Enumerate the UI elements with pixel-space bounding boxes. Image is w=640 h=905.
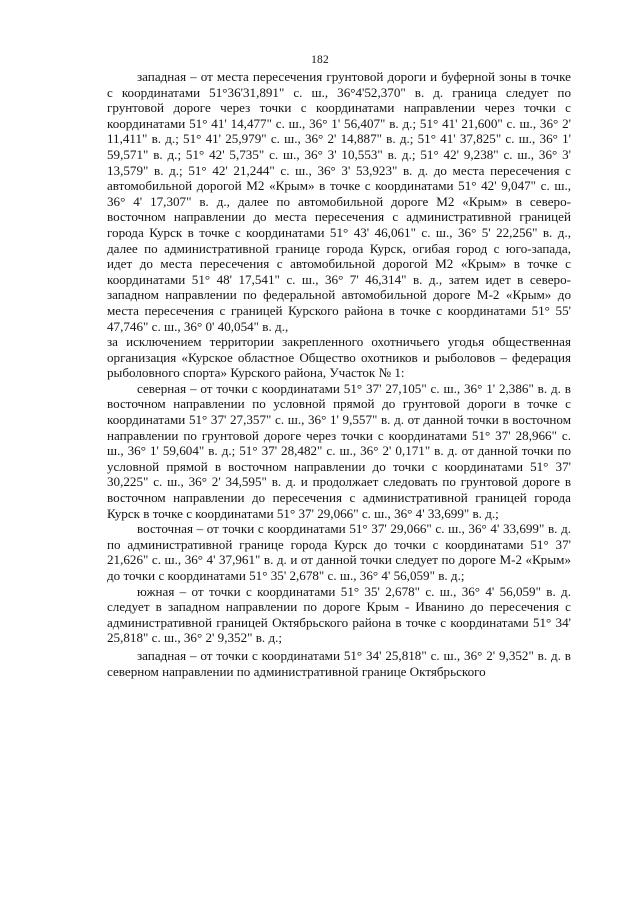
paragraph-southern-border: южная – от точки с координатами 51° 35' 2,678" с. ш., 36° 4' 56,059" в. д. следует в западном направлении по дороге Крым - Иванино до пересечения с административной границей Октябрьского района в точке с координатами 51° 34' 25,818" с. ш., 36° 2' 9,352" в. д.; [107, 583, 571, 646]
document-body [107, 69, 571, 679]
paragraph-western-border: западная – от места пересечения грунтовой дороги и буферной зоны в точке с координатами 51°36'31,891" с. ш., 36°4'52,370" в. д. граница следует по грунтовой дороге через точки с координатами направлении через точки с координатами 51° 41' 14,477" с. ш., 36° 1' 56,407" в. д.; 51° 41' 21,600" с. ш., 36° 2' 11,411" в. д.; 51° 41' 25,979" с. ш., 36° 2' 14,887" в. д.; 51° 41' 37,825" с. ш., 36° 1' 59,571" в. д.; 51° 42' 5,735" с. ш., 36° 3' 10,553" в. д.; 51° 42' 9,238" с. ш., 36° 3' 13,579" в. д.; 51° 42' 21,244" с. ш., 36° 3' 53,923" в. д. до места пересечения с автомобильной дорогой М2 «Крым» в точке с координатами 51° 42' 9,047" с. ш., 36° 4' 17,307" в. д., далее по автомобильной дороге М2 «Крым» в северо-восточном направлении до места пересечения с административной границей города Курск в точке с координатами 51° 43' 46,061" с. ш., 36° 5' 22,256" в. д., далее по административной границе города Курск, огибая город с юго-запада, идет до места пересечения с автомобильной дорогой М2 «Крым» в точке с координатами 51° 48' 17,541" с. ш., 36° 7' 46,314" в. д., затем идет в северо-западном направлении по федеральной автомобильной дороге М-2 «Крым» до места пересечения с границей Курского района в точке с координатами 51° 55' 47,746" с. ш., 36° 0' 40,054" в. д., [107, 69, 571, 334]
page-number: 182 [311, 54, 329, 66]
paragraph-exclusion-clause: за исключением территории закрепленного охотничьего угодья общественная организация «Курское областное Общество охотников и рыболовов – федерация рыболовного спорта» Курского района, Участок № 1: [107, 334, 571, 381]
paragraph-northern-border: северная – от точки с координатами 51° 37' 27,105" с. ш., 36° 1' 2,386" в. д. в восточном направлении по условной прямой до грунтовой дороги в точке с координатами 51° 37' 27,357" с. ш., 36° 1' 9,557" в. д. от данной точки в восточном направлении по грунтовой дороге через точки с координатами 51° 37' 28,966" с. ш., 36° 1' 59,604" в. д.; 51° 37' 28,482" с. ш., 36° 2' 0,171" в. д. от данной точки по условной прямой в восточном направлении до точки с координатами 51° 37' 30,225" с. ш., 36° 2' 34,595" в. д. и продолжает следовать по грунтовой дороге в восточном направлении до пересечения с административной границей города Курск в точке с координатами 51° 37' 29,066" с. ш., 36° 4' 33,699" в. д.; [107, 380, 571, 521]
paragraph-eastern-border: восточная – от точки с координатами 51° 37' 29,066" с. ш., 36° 4' 33,699" в. д. по административной границе города Курск до точки с координатами 51° 37' 21,626" с. ш., 36° 4' 37,961" в. д. и от данной точки следует по дороге М-2 «Крым» до точки с координатами 51° 35' 2,678" с. ш., 36° 4' 56,059" в. д.; [107, 521, 571, 583]
paragraph-western-border-continued: западная – от точки с координатами 51° 34' 25,818" с. ш., 36° 2' 9,352" в. д. в северном направлении по административной границе Октябрьского [107, 647, 571, 679]
